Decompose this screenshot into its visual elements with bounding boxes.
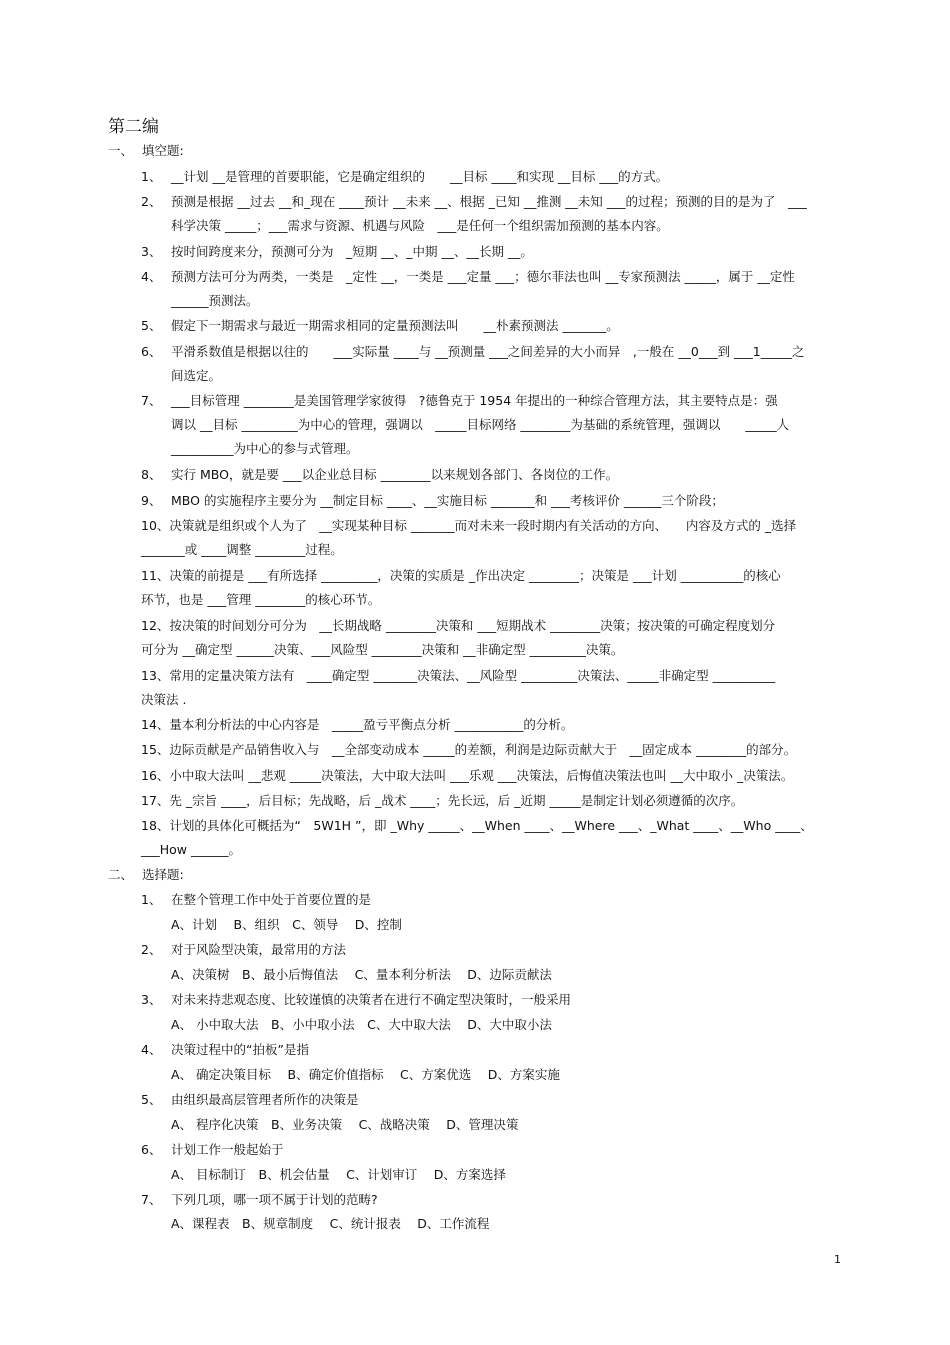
choice-question-6: 6、 计划工作一般起始于 [141,1142,284,1157]
fill-question-1: 1、 __计划 __是管理的首要职能，它是确定组织的 __目标 ____和实现 __目标 ___的方式。 [141,169,669,184]
choice-options-3: A、 小中取大法 B、小中取小法 C、大中取大法 D、大中取小法 [171,1017,552,1032]
section-label: 填空题: [142,143,184,158]
section-fill-in-heading [108,142,184,159]
choice-options-1: A、计划 B、组织 C、领导 D、控制 [171,917,402,932]
fill-question-6: 6、 平滑系数值是根据以往的 ___实际量 ____与 __预测量 ___之间差异的大小而异 ,一般在 __0___到 ___1_____之 间选定。 [141,344,805,383]
fill-question-5: 5、 假定下一期需求与最近一期需求相同的定量预测法叫 __朴素预测法 _______。 [141,318,619,333]
choice-question-1: 1、 在整个管理工作中处于首要位置的是 [141,892,372,907]
choice-options-2: A、决策树 B、最小后悔值法 C、量本利分析法 D、边际贡献法 [171,967,552,982]
fill-question-4: 4、 预测方法可分为两类，一类是 _定性 __，一类是 ___定量 ___；德尔菲法也叫 __专家预测法 _____，属于 __定性 ______预测法。 [141,269,795,308]
page-title: 第二编 [108,117,159,137]
fill-question-13: 13、常用的定量决策方法有 ____确定型 _______决策法、__风险型 _________决策法、_____非确定型 __________ 决策法 . [141,668,776,707]
fill-question-10: 10、决策就是组织或个人为了 __实现某种目标 _______而对未来一段时期内有关活动的方向、 内容及方式的 _选择 _______或 ____调整 ________过程。 [141,518,797,557]
fill-question-3: 3、 按时间跨度来分，预测可分为 _短期 __、_中期 __、__长期 __。 [141,244,533,259]
section-choice-heading [108,866,184,883]
fill-question-12: 12、按决策的时间划分可分为 __长期战略 ________决策和 ___短期战术 ________决策；按决策的可确定程度划分 可分为 __确定型 ______决策、___风险型 ________决策和 __非确定型 _________决策。 [141,618,776,657]
choice-options-7: A、课程表 B、规章制度 C、统计报表 D、工作流程 [171,1216,490,1231]
fill-question-8: 8、 实行 MBO，就是要 ___以企业总目标 ________以来规划各部门、各岗位的工作。 [141,467,619,482]
choice-options-5: A、 程序化决策 B、业务决策 C、战略决策 D、管理决策 [171,1117,519,1132]
fill-question-18: 18、计划的具体化可概括为“ 5W1H ”，即 _Why _____、__When ____、__Where ___、_What ____、__Who ____、 ___How ______。 [141,818,813,857]
fill-question-7: 7、 ___目标管理 ________是美国管理学家彼得 ?德鲁克于 1954 年提出的一种综合管理方法，其主要特点是：强 调以 __目标 _________为中心的管理，强调以 _____目标网络 ________为基础的系统管理，强调以 _____人 __________为中心的参与式管理。 [141,393,790,456]
page-number: 1 [834,1253,841,1266]
section-number: 二、 [108,867,134,882]
fill-question-16: 16、小中取大法叫 __悲观 _____决策法，大中取大法叫 ___乐观 ___决策法，后悔值决策法也叫 __大中取小 _决策法。 [141,768,794,783]
section-label: 选择题: [142,867,184,882]
choice-question-5: 5、 由组织最高层管理者所作的决策是 [141,1092,359,1107]
section-number: 一、 [108,143,134,158]
fill-question-15: 15、边际贡献是产品销售收入与 __全部变动成本 _____的差额，利润是边际贡献大于 __固定成本 ________的部分。 [141,742,797,757]
fill-question-11: 11、决策的前提是 ___有所选择 _________，决策的实质是 _作出决定 ________；决策是 ___计划 __________的核心 环节，也是 ___管理 ________的核心环节。 [141,568,781,607]
choice-question-3: 3、 对未来持悲观态度、比较谨慎的决策者在进行不确定型决策时，一般采用 [141,992,572,1007]
fill-question-2: 2、 预测是根据 __过去 __和_现在 ____预计 __未来 __、根据 _已知 __推测 __未知 ___的过程；预测的目的是为了 ___ 科学决策 _____；___需求与资源、机遇与风险 ___是任何一个组织需加预测的基本内容。 [141,194,807,233]
choice-options-6: A、 目标制订 B、机会估量 C、计划审订 D、方案选择 [171,1167,506,1182]
choice-question-2: 2、 对于风险型决策，最常用的方法 [141,942,347,957]
choice-question-4: 4、 决策过程中的“拍板”是指 [141,1042,309,1057]
choice-options-4: A、 确定决策目标 B、确定价值指标 C、方案优选 D、方案实施 [171,1067,560,1082]
fill-question-17: 17、先 _宗旨 ____，后目标；先战略，后 _战术 ____；先长远，后 _近期 _____是制定计划必须遵循的次序。 [141,793,744,808]
fill-question-9: 9、 MBO 的实施程序主要分为 __制定目标 ____、__实施目标 _______和 ___考核评价 ______三个阶段； [141,493,724,508]
fill-question-14: 14、量本利分析法的中心内容是 _____盈亏平衡点分析 ___________的分析。 [141,717,574,732]
choice-question-7: 7、 下列几项，哪一项不属于计划的范畴? [141,1192,378,1207]
